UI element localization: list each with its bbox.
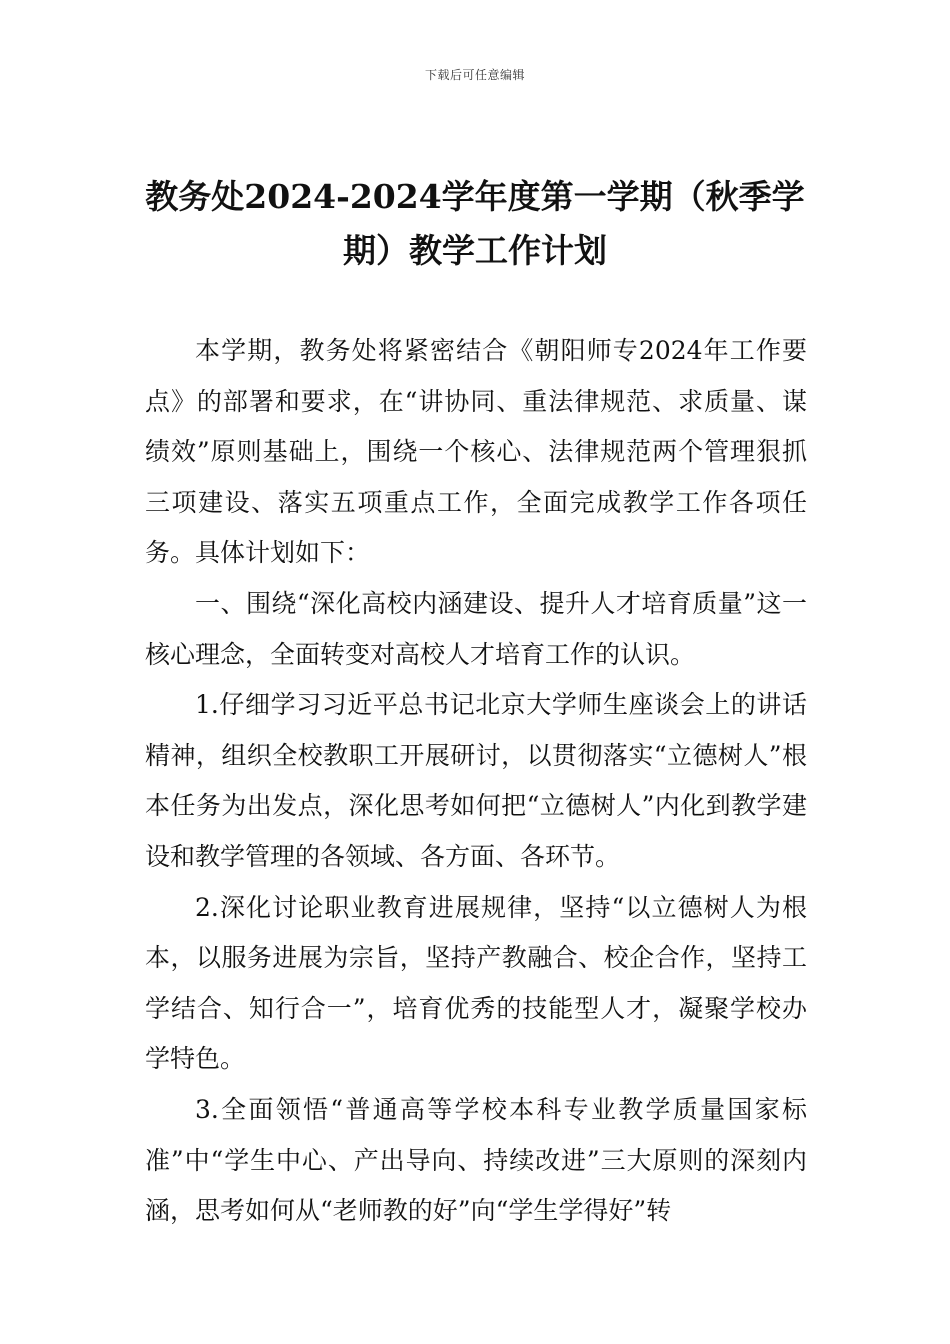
paragraph-item-1: 1.仔细学习习近平总书记北京大学师生座谈会上的讲话精神，组织全校教职工开展研讨，以贯彻落实“立德树人”根本任务为出发点，深化思考如何把“立德树人”内化到教学建设和教学管理的各领域、各方面、各环节。 (145, 690, 807, 871)
document-title: 教务处2024-2024学年度第一学期（秋季学期）教学工作计划 (145, 177, 805, 270)
paragraph-intro: 本学期，教务处将紧密结合《朝阳师专2024年工作要点》的部署和要求，在“讲协同、重法律规范、求质量、谋绩效”原则基础上，围绕一个核心、法律规范两个管理狠抓三项建设、落实五项重点工作，全面完成教学工作各项任务。具体计划如下： (145, 336, 807, 568)
header-note: 下载后可任意编辑 (424, 68, 525, 82)
paragraph-item-2: 2.深化讨论职业教育进展规律，坚持“以立德树人为根本，以服务进展为宗旨，坚持产教融合、校企合作，坚持工学结合、知行合一”，培育优秀的技能型人才，凝聚学校办学特色。 (145, 892, 807, 1074)
document-body (145, 326, 807, 1237)
paragraph-section-1: 一、围绕“深化高校内涵建设、提升人才培育质量”这一核心理念，全面转变对高校人才培育工作的认识。 (145, 588, 807, 669)
paragraph-item-3: 3.全面领悟“普通高等学校本科专业教学质量国家标准”中“学生中心、产出导向、持续改进”三大原则的深刻内涵，思考如何从“老师教的好”向“学生学得好”转 (145, 1094, 807, 1226)
